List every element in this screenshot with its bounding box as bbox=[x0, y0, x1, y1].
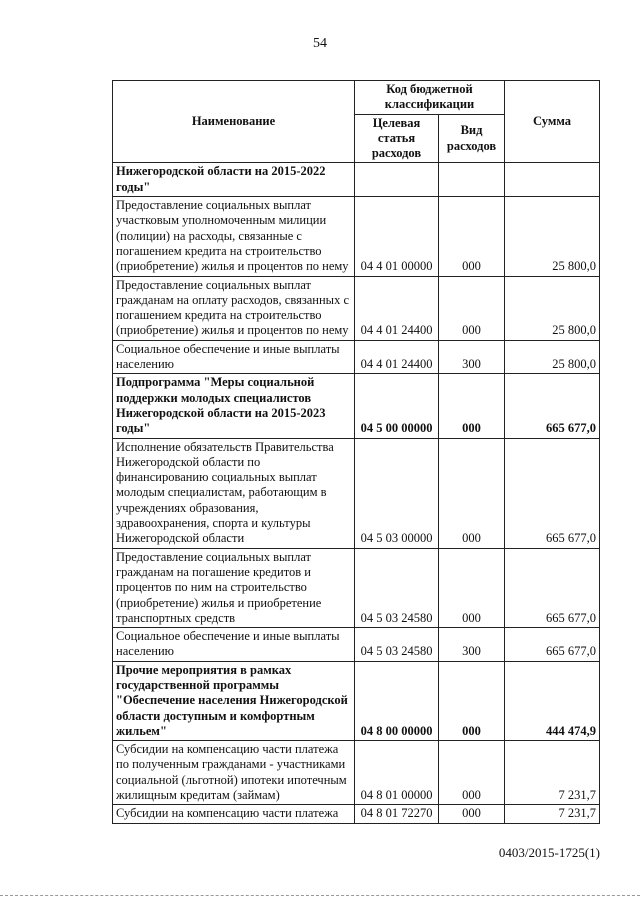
header-amount: Сумма bbox=[505, 81, 600, 163]
row-target-item: 04 5 03 24580 bbox=[355, 628, 439, 662]
row-name: Социальное обеспечение и иные выплаты населению bbox=[113, 628, 355, 662]
header-budget-code: Код бюджетной классификации bbox=[355, 81, 505, 115]
table-row bbox=[113, 628, 600, 662]
header-target-item: Целевая статья расходов bbox=[355, 114, 439, 163]
row-expense-type: 000 bbox=[439, 661, 505, 740]
table-row bbox=[113, 661, 600, 740]
table-row bbox=[113, 276, 600, 340]
row-expense-type: 000 bbox=[439, 741, 505, 805]
row-target-item: 04 8 01 00000 bbox=[355, 741, 439, 805]
row-expense-type: 000 bbox=[439, 548, 505, 627]
table-row bbox=[113, 197, 600, 276]
table-row bbox=[113, 340, 600, 374]
header-expense-type: Вид расходов bbox=[439, 114, 505, 163]
row-expense-type: 000 bbox=[439, 438, 505, 548]
row-amount: 665 677,0 bbox=[505, 628, 600, 662]
document-code: 0403/2015-1725(1) bbox=[498, 845, 600, 860]
row-target-item: 04 4 01 24400 bbox=[355, 276, 439, 340]
row-amount: 25 800,0 bbox=[505, 340, 600, 374]
row-name: Социальное обеспечение и иные выплаты населению bbox=[113, 340, 355, 374]
row-name: Предоставление социальных выплат гражданам на погашение кредитов и процентов по ним на строительство (приобретение) жилья и приобретение транспортных средств bbox=[113, 548, 355, 627]
row-amount: 7 231,7 bbox=[505, 741, 600, 805]
page-number: 54 bbox=[313, 36, 327, 51]
table-row bbox=[113, 438, 600, 548]
row-expense-type: 300 bbox=[439, 628, 505, 662]
table-row bbox=[113, 741, 600, 805]
budget-table bbox=[112, 80, 600, 824]
row-name: Прочие мероприятия в рамках государственной программы "Обеспечение населения Нижегородской области доступным и комфортным жильем" bbox=[113, 661, 355, 740]
row-expense-type: 000 bbox=[439, 276, 505, 340]
row-amount: 25 800,0 bbox=[505, 276, 600, 340]
table-row bbox=[113, 374, 600, 438]
row-target-item: 04 8 00 00000 bbox=[355, 661, 439, 740]
row-target-item: 04 5 00 00000 bbox=[355, 374, 439, 438]
header-name: Наименование bbox=[113, 81, 355, 163]
row-expense-type: 000 bbox=[439, 374, 505, 438]
row-name: Исполнение обязательств Правительства Нижегородской области по финансированию социальных выплат молодым специалистам, работающим в учреждениях образования, здравоохранения, спорта и культуры Нижегородской области bbox=[113, 438, 355, 548]
row-amount: 25 800,0 bbox=[505, 197, 600, 276]
bottom-divider bbox=[0, 895, 640, 896]
row-amount bbox=[505, 163, 600, 197]
row-amount: 444 474,9 bbox=[505, 661, 600, 740]
row-target-item: 04 4 01 24400 bbox=[355, 340, 439, 374]
row-expense-type: 000 bbox=[439, 197, 505, 276]
row-name: Подпрограмма "Меры социальной поддержки молодых специалистов Нижегородской области на 2015-2023 годы" bbox=[113, 374, 355, 438]
row-name: Предоставление социальных выплат участковым уполномоченным милиции (полиции) на расходы, связанные с погашением кредита на строительство (приобретение) жилья и процентов по нему bbox=[113, 197, 355, 276]
row-amount: 665 677,0 bbox=[505, 438, 600, 548]
row-name: Субсидии на компенсацию части платежа по полученным гражданами - участниками социальной (льготной) ипотеки ипотечным жилищным кредитам (займам) bbox=[113, 741, 355, 805]
row-expense-type: 000 bbox=[439, 805, 505, 823]
row-name: Предоставление социальных выплат гражданам на оплату расходов, связанных с погашением кредита на строительство (приобретение) жилья и процентов по нему bbox=[113, 276, 355, 340]
row-expense-type: 300 bbox=[439, 340, 505, 374]
table-body bbox=[113, 163, 600, 823]
table-row bbox=[113, 163, 600, 197]
row-amount: 7 231,7 bbox=[505, 805, 600, 823]
table-row bbox=[113, 548, 600, 627]
row-target-item: 04 8 01 72270 bbox=[355, 805, 439, 823]
row-target-item: 04 5 03 24580 bbox=[355, 548, 439, 627]
row-name: Субсидии на компенсацию части платежа bbox=[113, 805, 355, 823]
row-expense-type bbox=[439, 163, 505, 197]
row-amount: 665 677,0 bbox=[505, 548, 600, 627]
table-row bbox=[113, 805, 600, 823]
row-target-item: 04 4 01 00000 bbox=[355, 197, 439, 276]
row-target-item bbox=[355, 163, 439, 197]
row-amount: 665 677,0 bbox=[505, 374, 600, 438]
row-name: Нижегородской области на 2015-2022 годы" bbox=[113, 163, 355, 197]
row-target-item: 04 5 03 00000 bbox=[355, 438, 439, 548]
